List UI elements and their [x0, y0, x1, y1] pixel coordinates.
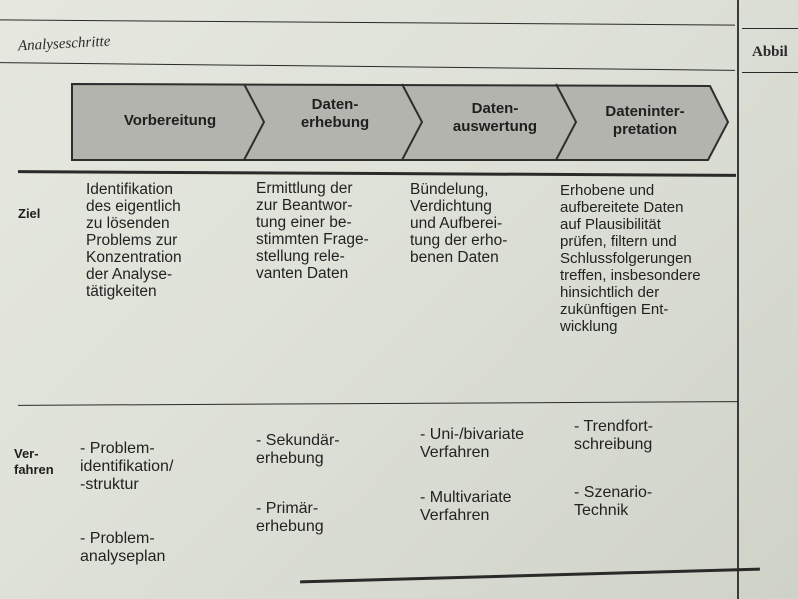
verfahren-col1-item-1: - Problem- identifikation/ -struktur: [80, 440, 174, 493]
verfahren-col4-item-2: - Szenario- Technik: [574, 484, 653, 519]
row-separator: [18, 401, 738, 406]
ziel-cell-3: Bündelung, Verdichtung und Aufberei- tung der erho- benen Daten: [410, 181, 508, 266]
page-gutter: [737, 0, 739, 599]
top-rule: [0, 19, 735, 25]
verfahren-col2-item-1: - Sekundär- erhebung: [256, 432, 340, 467]
row-label-verfahren: Ver- fahren: [14, 446, 54, 477]
side-rule-top: [742, 28, 798, 29]
step-datenerhebung: Daten- erhebung: [300, 96, 370, 131]
table-top-rule: [18, 170, 736, 177]
section-title: Analyseschritte: [17, 33, 111, 55]
ziel-cell-4: Erhobene und aufbereitete Daten auf Plausibilität prüfen, filtern und Schlussfolgerungen treffen, insbesondere hinsichtlich der zukünftigen Ent- wicklung: [560, 182, 701, 335]
step-dateninterpretation: Dateninter- pretation: [605, 103, 685, 138]
verfahren-col3-item-2: - Multivariate Verfahren: [420, 489, 512, 524]
header-rule: [0, 62, 735, 71]
ziel-cell-2: Ermittlung der zur Beantwor- tung einer be- stimmten Frage- stellung rele- vanten Daten: [256, 180, 369, 282]
step-vorbereitung: Vorbereitung: [123, 112, 217, 129]
side-rule-bottom: [742, 72, 798, 73]
side-figure-label: Abbil: [752, 44, 788, 60]
verfahren-col1-item-2: - Problem- analyseplan: [80, 530, 166, 565]
verfahren-col3-item-1: - Uni-/bivariate Verfahren: [420, 426, 525, 461]
verfahren-col4-item-1: - Trendfort- schreibung: [574, 418, 654, 453]
row-label-ziel: Ziel: [18, 206, 41, 221]
verfahren-col2-item-2: - Primär- erhebung: [256, 500, 324, 535]
table-bottom-rule: [300, 568, 760, 584]
step-datenauswertung: Daten- auswertung: [452, 100, 538, 135]
ziel-cell-1: Identifikation des eigentlich zu lösenden Problems zur Konzentration der Analyse- tätigkeiten: [86, 181, 182, 300]
